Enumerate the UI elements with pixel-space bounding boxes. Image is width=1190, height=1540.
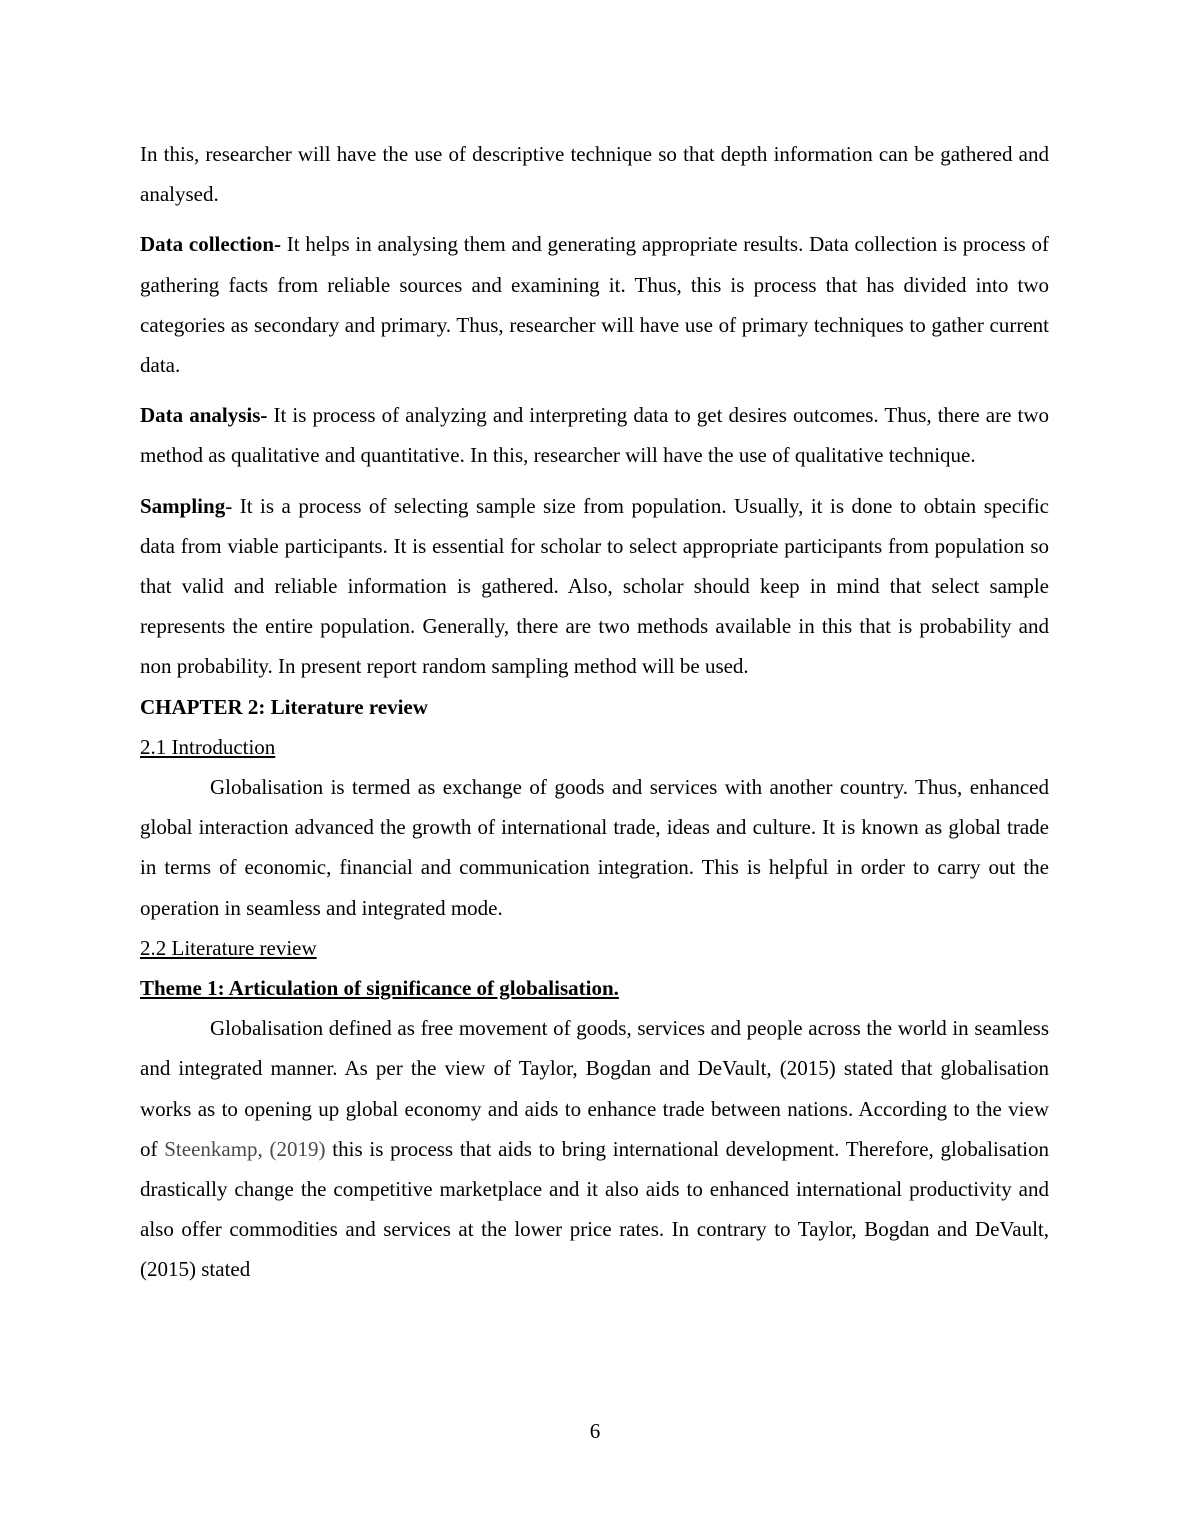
- data-collection-text: It helps in analysing them and generating appropriate results. Data collection is process of gathering facts from reliable sources and examining it. Thus, this is process that has divided into two categories as secondary and primary. Thus, researcher will have use of primary techniques to gather current data.: [140, 232, 1049, 378]
- sampling-term: Sampling: [140, 493, 226, 518]
- data-analysis-term: Data analysis-: [140, 403, 268, 428]
- sampling-paragraph: [140, 486, 1049, 687]
- intro-paragraph: In this, researcher will have the use of descriptive technique so that depth information can be gathered and analysed.: [140, 142, 1049, 207]
- document-page: [140, 134, 1049, 1290]
- data-collection-term: Data collection-: [140, 232, 282, 257]
- page-number: 6: [589, 1419, 601, 1443]
- chapter-heading: CHAPTER 2: Literature review: [140, 694, 428, 719]
- literature-text-part2: this is process that aids to bring international development. Therefore, globalisation drastically change the competitive marketplace and it also aids to enhanced international productivity and also offer commodities and services at the lower price rates. In contrary to Taylor, Bogdan and DeVault, (2015) stated: [140, 1136, 1050, 1282]
- data-analysis-paragraph: [140, 395, 1049, 475]
- citation-steenkamp: Steenkamp, (2019): [164, 1136, 326, 1161]
- theme-heading: Theme 1: Articulation of significance of globalisation.: [140, 976, 619, 1001]
- section-heading-introduction: 2.1 Introduction: [140, 734, 276, 759]
- sampling-text: - It is a process of selecting sample size from population. Usually, it is done to obtain specific data from viable participants. It is essential for scholar to select appropriate participants from population so that valid and reliable information is gathered. Also, scholar should keep in mind that select sample represents the entire population. Generally, there are two methods available in this that is probability and non probability. In present report random sampling method will be used.: [140, 493, 1049, 679]
- literature-text-part1: Globalisation defined as free movement of goods, services and people across the world in seamless and integrated manner. As per the view of Taylor, Bogdan and DeVault, (2015) stated that globalisation works as to opening up global economy and aids to enhance trade between nations. According to the view of: [140, 1016, 1049, 1161]
- literature-review-paragraph: [140, 1008, 1049, 1289]
- section-heading-literature-review: 2.2 Literature review: [140, 935, 317, 960]
- introduction-paragraph: Globalisation is termed as exchange of goods and services with another country. Thus, enhanced global interaction advanced the growth of international trade, ideas and culture. It is known as global trade in terms of economic, financial and communication integration. This is helpful in order to carry out the operation in seamless and integrated mode.: [140, 775, 1049, 920]
- data-collection-paragraph: [140, 224, 1049, 385]
- data-analysis-text: It is process of analyzing and interpreting data to get desires outcomes. Thus, there are two method as qualitative and quantitative. In this, researcher will have the use of qualitative technique.: [140, 403, 1049, 468]
